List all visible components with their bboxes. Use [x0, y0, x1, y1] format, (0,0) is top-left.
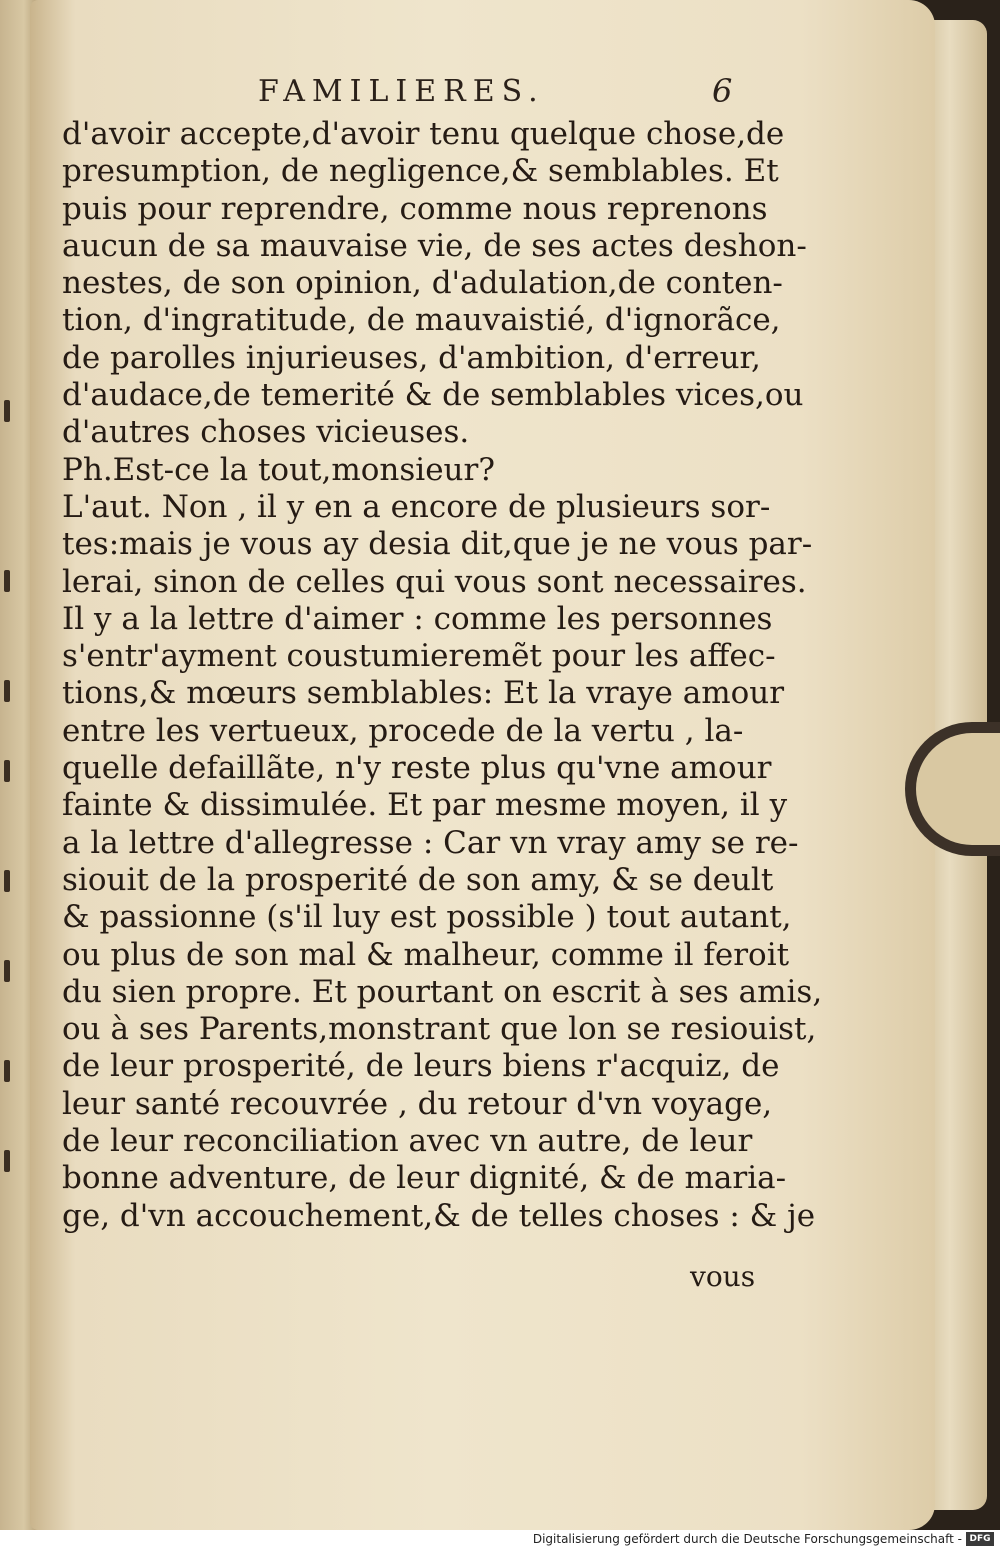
text-line: ou plus de son mal & malheur, comme il feroit — [62, 936, 790, 973]
body-text — [62, 116, 823, 1235]
text-line: bonne adventure, de leur dignité, & de maria- — [62, 1160, 787, 1197]
text-line: a la lettre d'allegresse : Car vn vray amy se re- — [62, 824, 799, 861]
ink-mark — [4, 570, 10, 592]
ink-mark — [4, 1150, 10, 1172]
running-head: FAMILIERES. — [258, 74, 545, 109]
text-line: d'avoir accepte,d'avoir tenu quelque chose,de — [62, 116, 785, 152]
ink-mark — [4, 680, 10, 702]
text-line: tions,& mœurs semblables: Et la vraye amour — [62, 675, 785, 712]
text-line: de parolles injurieuses, d'ambition, d'erreur, — [62, 339, 761, 376]
text-line: ge, d'vn accouchement,& de telles choses : & je — [62, 1197, 816, 1234]
text-line: Ph.Est-ce la tout,monsieur? — [62, 451, 495, 488]
text-line: de leur reconciliation avec vn autre, de leur — [62, 1123, 753, 1160]
text-line: aucun de sa mauvaise vie, de ses actes deshon- — [62, 227, 807, 264]
text-line: d'autres choses vicieuses. — [62, 414, 470, 451]
ink-mark — [4, 760, 10, 782]
text-line: L'aut. Non , il y en a encore de plusieurs sor- — [62, 488, 771, 525]
ink-mark — [4, 960, 10, 982]
text-line: quelle defaillãte, n'y reste plus qu'vne amour — [62, 750, 772, 787]
text-line: siouit de la prosperité de son amy, & se deult — [62, 861, 774, 898]
text-line: lerai, sinon de celles qui vous sont necessaires. — [62, 563, 807, 600]
text-line: du sien propre. Et pourtant on escrit à ses amis, — [62, 973, 823, 1010]
ink-mark — [4, 400, 10, 422]
text-line: de leur prosperité, de leurs biens r'acquiz, de — [62, 1048, 780, 1085]
footer-bar — [0, 1530, 1000, 1550]
catchword: vous — [690, 1260, 756, 1293]
text-line: entre les vertueux, procede de la vertu , la- — [62, 712, 744, 749]
text-line: tion, d'ingratitude, de mauvaistié, d'ignorãce, — [62, 302, 781, 339]
text-line: Il y a la lettre d'aimer : comme les personnes — [62, 600, 773, 637]
text-line: tes:mais je vous ay desia dit,que je ne vous par- — [62, 526, 813, 563]
text-line: leur santé recouvrée , du retour d'vn voyage, — [62, 1085, 773, 1122]
page-number: 6 — [712, 72, 733, 110]
text-line: nestes, de son opinion, d'adulation,de conten- — [62, 265, 783, 302]
ink-mark — [4, 870, 10, 892]
text-line: ou à ses Parents,monstrant que lon se resiouist, — [62, 1011, 817, 1048]
text-line: s'entr'ayment coustumieremẽt pour les affec- — [62, 638, 776, 675]
text-line: puis pour reprendre, comme nous reprenons — [62, 190, 768, 227]
digitization-credit: Digitalisierung gefördert durch die Deutsche Forschungsgemeinschaft - — [532, 1532, 962, 1546]
ink-mark — [4, 1060, 10, 1082]
text-line: fainte & dissimulée. Et par mesme moyen, il y — [62, 787, 788, 824]
dfg-logo: DFG — [966, 1532, 994, 1546]
text-line: & passionne (s'il luy est possible ) tout autant, — [62, 899, 792, 936]
text-line: d'audace,de temerité & de semblables vices,ou — [62, 377, 804, 414]
text-line: presumption, de negligence,& semblables. Et — [62, 153, 779, 190]
